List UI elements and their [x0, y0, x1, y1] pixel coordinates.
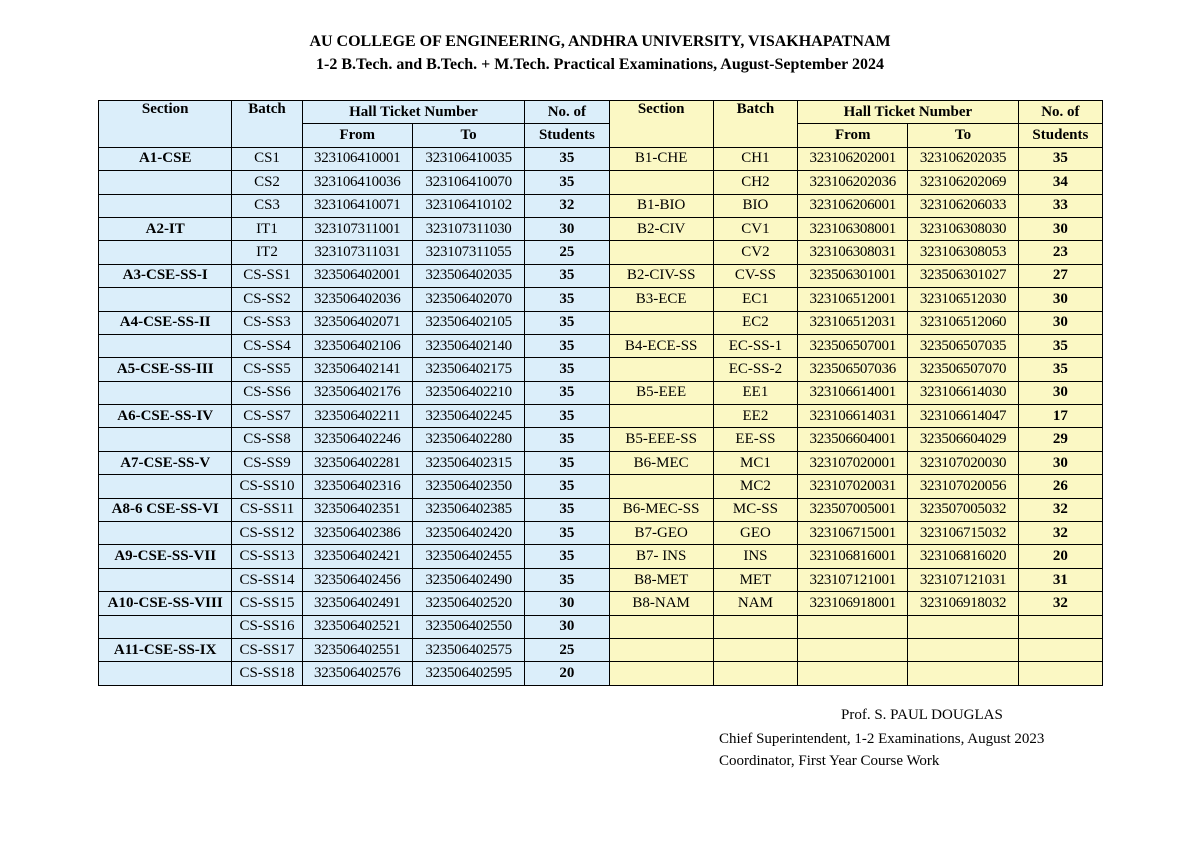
- table-row: [99, 194, 1103, 217]
- ticket-from-cell: 323106206001: [798, 194, 908, 217]
- batch-cell: CS-SS10: [232, 475, 302, 498]
- student-count-cell: [1018, 638, 1102, 661]
- col-header-students: Students: [1018, 124, 1102, 147]
- ticket-from-cell: 323106410036: [302, 171, 412, 194]
- student-count-cell: 35: [525, 288, 609, 311]
- batch-cell: NAM: [713, 592, 797, 615]
- ticket-to-cell: 323506402245: [412, 405, 524, 428]
- ticket-to-cell: 323506402315: [412, 451, 524, 474]
- batch-cell: [713, 615, 797, 638]
- section-cell: B4-ECE-SS: [609, 334, 713, 357]
- ticket-to-cell: 323506402455: [412, 545, 524, 568]
- batch-cell: CS1: [232, 147, 302, 170]
- section-cell: A5-CSE-SS-III: [99, 358, 232, 381]
- ticket-to-cell: 323506507035: [908, 334, 1018, 357]
- ticket-from-cell: 323506402421: [302, 545, 412, 568]
- ticket-from-cell: 323106715001: [798, 522, 908, 545]
- student-count-cell: 23: [1018, 241, 1102, 264]
- batch-cell: EC-SS-1: [713, 334, 797, 357]
- section-cell: [609, 638, 713, 661]
- ticket-from-cell: 323506402521: [302, 615, 412, 638]
- table-row: [99, 358, 1103, 381]
- ticket-from-cell: 323106202001: [798, 147, 908, 170]
- batch-cell: INS: [713, 545, 797, 568]
- table-row: [99, 451, 1103, 474]
- batch-cell: CH1: [713, 147, 797, 170]
- section-cell: [99, 194, 232, 217]
- ticket-to-cell: 323107311055: [412, 241, 524, 264]
- document-title: AU COLLEGE OF ENGINEERING, ANDHRA UNIVERSITY, VISAKHAPATNAM: [309, 33, 891, 50]
- ticket-to-cell: [908, 638, 1018, 661]
- ticket-from-cell: 323506402281: [302, 451, 412, 474]
- student-count-cell: 35: [525, 498, 609, 521]
- ticket-from-cell: 323107020001: [798, 451, 908, 474]
- ticket-to-cell: 323106308030: [908, 217, 1018, 240]
- ticket-from-cell: 323106410071: [302, 194, 412, 217]
- section-cell: B6-MEC: [609, 451, 713, 474]
- student-count-cell: 35: [525, 475, 609, 498]
- batch-cell: CS-SS12: [232, 522, 302, 545]
- section-cell: B3-ECE: [609, 288, 713, 311]
- col-header-students: Students: [525, 124, 609, 147]
- student-count-cell: 35: [525, 568, 609, 591]
- header-row-1: [99, 101, 1103, 124]
- ticket-from-cell: 323106512001: [798, 288, 908, 311]
- batch-cell: CS-SS11: [232, 498, 302, 521]
- ticket-to-cell: 323106202035: [908, 147, 1018, 170]
- student-count-cell: 35: [1018, 358, 1102, 381]
- student-count-cell: [1018, 615, 1102, 638]
- student-count-cell: 30: [1018, 217, 1102, 240]
- ticket-from-cell: 323506402491: [302, 592, 412, 615]
- batch-cell: CS-SS14: [232, 568, 302, 591]
- student-count-cell: 32: [1018, 522, 1102, 545]
- batch-cell: EE1: [713, 381, 797, 404]
- ticket-to-cell: 323506402385: [412, 498, 524, 521]
- student-count-cell: 33: [1018, 194, 1102, 217]
- table-row: [99, 171, 1103, 194]
- ticket-from-cell: [798, 662, 908, 686]
- schedule-table: [98, 100, 1103, 686]
- table-row: [99, 475, 1103, 498]
- student-count-cell: 35: [525, 451, 609, 474]
- student-count-cell: 30: [1018, 451, 1102, 474]
- ticket-from-cell: 323506402386: [302, 522, 412, 545]
- section-cell: A7-CSE-SS-V: [99, 451, 232, 474]
- ticket-to-cell: 323106715032: [908, 522, 1018, 545]
- table-row: [99, 381, 1103, 404]
- section-cell: B6-MEC-SS: [609, 498, 713, 521]
- batch-cell: MET: [713, 568, 797, 591]
- table-row: [99, 147, 1103, 170]
- ticket-to-cell: 323106918032: [908, 592, 1018, 615]
- section-cell: B2-CIV: [609, 217, 713, 240]
- batch-cell: [713, 638, 797, 661]
- section-cell: A10-CSE-SS-VIII: [99, 592, 232, 615]
- batch-cell: [713, 662, 797, 686]
- section-cell: A6-CSE-SS-IV: [99, 405, 232, 428]
- batch-cell: CS-SS3: [232, 311, 302, 334]
- ticket-to-cell: 323106410102: [412, 194, 524, 217]
- batch-cell: CS3: [232, 194, 302, 217]
- student-count-cell: 30: [525, 615, 609, 638]
- student-count-cell: 35: [525, 545, 609, 568]
- ticket-from-cell: 323106614031: [798, 405, 908, 428]
- ticket-to-cell: 323506402575: [412, 638, 524, 661]
- section-cell: [609, 171, 713, 194]
- batch-cell: CV2: [713, 241, 797, 264]
- section-cell: [99, 568, 232, 591]
- section-cell: [99, 241, 232, 264]
- ticket-to-cell: 323107121031: [908, 568, 1018, 591]
- batch-cell: CS-SS13: [232, 545, 302, 568]
- ticket-to-cell: 323506402035: [412, 264, 524, 287]
- student-count-cell: 32: [1018, 592, 1102, 615]
- section-cell: [609, 311, 713, 334]
- ticket-from-cell: 323506402211: [302, 405, 412, 428]
- signatory-role: Chief Superintendent, 1-2 Examinations, August 2023: [719, 731, 1045, 747]
- section-cell: A1-CSE: [99, 147, 232, 170]
- section-cell: B5-EEE: [609, 381, 713, 404]
- table-row: [99, 592, 1103, 615]
- col-header-batch: Batch: [232, 101, 302, 148]
- batch-cell: BIO: [713, 194, 797, 217]
- col-header-no-of: No. of: [1018, 101, 1102, 124]
- table-row: [99, 638, 1103, 661]
- section-cell: [99, 475, 232, 498]
- student-count-cell: 20: [525, 662, 609, 686]
- batch-cell: CS-SS18: [232, 662, 302, 686]
- batch-cell: EE-SS: [713, 428, 797, 451]
- ticket-to-cell: [908, 615, 1018, 638]
- ticket-to-cell: 323506604029: [908, 428, 1018, 451]
- section-cell: B7- INS: [609, 545, 713, 568]
- section-cell: [99, 334, 232, 357]
- student-count-cell: 27: [1018, 264, 1102, 287]
- batch-cell: IT2: [232, 241, 302, 264]
- student-count-cell: 31: [1018, 568, 1102, 591]
- table-row: [99, 217, 1103, 240]
- student-count-cell: 35: [525, 522, 609, 545]
- batch-cell: CS-SS4: [232, 334, 302, 357]
- table-row: [99, 311, 1103, 334]
- student-count-cell: 34: [1018, 171, 1102, 194]
- student-count-cell: 30: [1018, 288, 1102, 311]
- col-header-from: From: [798, 124, 908, 147]
- col-header-batch: Batch: [713, 101, 797, 148]
- section-cell: [99, 171, 232, 194]
- student-count-cell: 35: [1018, 147, 1102, 170]
- ticket-to-cell: 323506402175: [412, 358, 524, 381]
- ticket-to-cell: 323106410070: [412, 171, 524, 194]
- section-cell: B1-CHE: [609, 147, 713, 170]
- section-cell: [609, 615, 713, 638]
- col-header-hall-ticket: Hall Ticket Number: [798, 101, 1019, 124]
- table-row: [99, 288, 1103, 311]
- ticket-to-cell: 323506402420: [412, 522, 524, 545]
- student-count-cell: 35: [525, 311, 609, 334]
- section-cell: A3-CSE-SS-I: [99, 264, 232, 287]
- col-header-no-of: No. of: [525, 101, 609, 124]
- ticket-from-cell: 323506402001: [302, 264, 412, 287]
- ticket-from-cell: 323107020031: [798, 475, 908, 498]
- ticket-to-cell: 323107020056: [908, 475, 1018, 498]
- student-count-cell: 35: [525, 381, 609, 404]
- section-cell: B8-NAM: [609, 592, 713, 615]
- signatory-role: Coordinator, First Year Course Work: [719, 753, 940, 769]
- student-count-cell: 35: [525, 428, 609, 451]
- ticket-from-cell: 323506402176: [302, 381, 412, 404]
- batch-cell: EE2: [713, 405, 797, 428]
- batch-cell: EC1: [713, 288, 797, 311]
- ticket-from-cell: 323506402316: [302, 475, 412, 498]
- ticket-to-cell: 323106512060: [908, 311, 1018, 334]
- section-cell: A4-CSE-SS-II: [99, 311, 232, 334]
- ticket-to-cell: 323507005032: [908, 498, 1018, 521]
- batch-cell: MC-SS: [713, 498, 797, 521]
- student-count-cell: 32: [525, 194, 609, 217]
- ticket-to-cell: 323506402070: [412, 288, 524, 311]
- document-subtitle: 1-2 B.Tech. and B.Tech. + M.Tech. Practical Examinations, August-September 2024: [316, 56, 884, 73]
- section-cell: A8-6 CSE-SS-VI: [99, 498, 232, 521]
- ticket-from-cell: 323507005001: [798, 498, 908, 521]
- ticket-to-cell: 323106202069: [908, 171, 1018, 194]
- ticket-to-cell: 323106308053: [908, 241, 1018, 264]
- student-count-cell: 17: [1018, 405, 1102, 428]
- ticket-to-cell: 323506301027: [908, 264, 1018, 287]
- batch-cell: EC-SS-2: [713, 358, 797, 381]
- student-count-cell: 32: [1018, 498, 1102, 521]
- ticket-from-cell: 323506604001: [798, 428, 908, 451]
- ticket-from-cell: 323506507001: [798, 334, 908, 357]
- table-row: [99, 428, 1103, 451]
- ticket-from-cell: 323506402036: [302, 288, 412, 311]
- col-header-to: To: [412, 124, 524, 147]
- section-cell: A9-CSE-SS-VII: [99, 545, 232, 568]
- ticket-to-cell: 323506402550: [412, 615, 524, 638]
- ticket-to-cell: 323506402280: [412, 428, 524, 451]
- section-cell: B7-GEO: [609, 522, 713, 545]
- table-row: [99, 405, 1103, 428]
- ticket-from-cell: 323506402246: [302, 428, 412, 451]
- ticket-from-cell: 323506402551: [302, 638, 412, 661]
- ticket-to-cell: 323106816020: [908, 545, 1018, 568]
- student-count-cell: 35: [1018, 334, 1102, 357]
- ticket-to-cell: 323106512030: [908, 288, 1018, 311]
- table-row: [99, 568, 1103, 591]
- ticket-from-cell: 323107311001: [302, 217, 412, 240]
- col-header-hall-ticket: Hall Ticket Number: [302, 101, 525, 124]
- section-cell: [99, 522, 232, 545]
- batch-cell: GEO: [713, 522, 797, 545]
- ticket-from-cell: 323506402456: [302, 568, 412, 591]
- ticket-from-cell: 323106918001: [798, 592, 908, 615]
- student-count-cell: 35: [525, 171, 609, 194]
- batch-cell: IT1: [232, 217, 302, 240]
- ticket-from-cell: 323107121001: [798, 568, 908, 591]
- batch-cell: CV-SS: [713, 264, 797, 287]
- student-count-cell: 35: [525, 405, 609, 428]
- section-cell: A11-CSE-SS-IX: [99, 638, 232, 661]
- ticket-to-cell: 323506507070: [908, 358, 1018, 381]
- signatory-name: Prof. S. PAUL DOUGLAS: [841, 707, 1003, 723]
- batch-cell: MC2: [713, 475, 797, 498]
- section-cell: [99, 428, 232, 451]
- table-row: [99, 545, 1103, 568]
- section-cell: [99, 288, 232, 311]
- ticket-from-cell: [798, 638, 908, 661]
- section-cell: B2-CIV-SS: [609, 264, 713, 287]
- col-header-to: To: [908, 124, 1018, 147]
- batch-cell: EC2: [713, 311, 797, 334]
- ticket-from-cell: 323506402106: [302, 334, 412, 357]
- batch-cell: CS-SS17: [232, 638, 302, 661]
- ticket-to-cell: 323107020030: [908, 451, 1018, 474]
- ticket-from-cell: 323106410001: [302, 147, 412, 170]
- table-row: [99, 241, 1103, 264]
- table-row: [99, 498, 1103, 521]
- table-row: [99, 615, 1103, 638]
- section-cell: B8-MET: [609, 568, 713, 591]
- section-cell: [609, 358, 713, 381]
- ticket-from-cell: 323506402576: [302, 662, 412, 686]
- ticket-to-cell: 323106410035: [412, 147, 524, 170]
- ticket-from-cell: [798, 615, 908, 638]
- ticket-to-cell: 323506402350: [412, 475, 524, 498]
- student-count-cell: 20: [1018, 545, 1102, 568]
- batch-cell: CS-SS7: [232, 405, 302, 428]
- section-cell: B1-BIO: [609, 194, 713, 217]
- ticket-from-cell: 323106614001: [798, 381, 908, 404]
- table-row: [99, 662, 1103, 686]
- ticket-from-cell: 323506402071: [302, 311, 412, 334]
- student-count-cell: 35: [525, 147, 609, 170]
- ticket-to-cell: 323506402595: [412, 662, 524, 686]
- ticket-to-cell: 323106206033: [908, 194, 1018, 217]
- section-cell: [99, 381, 232, 404]
- table-row: [99, 334, 1103, 357]
- col-header-section: Section: [99, 101, 232, 148]
- batch-cell: CS2: [232, 171, 302, 194]
- ticket-to-cell: [908, 662, 1018, 686]
- ticket-from-cell: 323106816001: [798, 545, 908, 568]
- batch-cell: CS-SS2: [232, 288, 302, 311]
- batch-cell: CS-SS1: [232, 264, 302, 287]
- student-count-cell: 29: [1018, 428, 1102, 451]
- student-count-cell: 30: [525, 217, 609, 240]
- ticket-to-cell: 323107311030: [412, 217, 524, 240]
- table-row: [99, 522, 1103, 545]
- section-cell: [609, 241, 713, 264]
- student-count-cell: 35: [525, 264, 609, 287]
- student-count-cell: 25: [525, 638, 609, 661]
- student-count-cell: 35: [525, 334, 609, 357]
- ticket-to-cell: 323106614030: [908, 381, 1018, 404]
- ticket-from-cell: 323506402141: [302, 358, 412, 381]
- ticket-from-cell: 323106308001: [798, 217, 908, 240]
- col-header-section: Section: [609, 101, 713, 148]
- batch-cell: CV1: [713, 217, 797, 240]
- batch-cell: CS-SS15: [232, 592, 302, 615]
- student-count-cell: 30: [525, 592, 609, 615]
- student-count-cell: 26: [1018, 475, 1102, 498]
- table-row: [99, 264, 1103, 287]
- batch-cell: CS-SS5: [232, 358, 302, 381]
- batch-cell: MC1: [713, 451, 797, 474]
- batch-cell: CS-SS8: [232, 428, 302, 451]
- student-count-cell: [1018, 662, 1102, 686]
- ticket-from-cell: 323106308031: [798, 241, 908, 264]
- batch-cell: CH2: [713, 171, 797, 194]
- section-cell: B5-EEE-SS: [609, 428, 713, 451]
- section-cell: [609, 662, 713, 686]
- ticket-to-cell: 323506402210: [412, 381, 524, 404]
- ticket-from-cell: 323506301001: [798, 264, 908, 287]
- ticket-from-cell: 323106202036: [798, 171, 908, 194]
- ticket-from-cell: 323106512031: [798, 311, 908, 334]
- batch-cell: CS-SS16: [232, 615, 302, 638]
- student-count-cell: 30: [1018, 311, 1102, 334]
- ticket-to-cell: 323506402490: [412, 568, 524, 591]
- ticket-to-cell: 323506402520: [412, 592, 524, 615]
- ticket-to-cell: 323106614047: [908, 405, 1018, 428]
- student-count-cell: 25: [525, 241, 609, 264]
- batch-cell: CS-SS9: [232, 451, 302, 474]
- ticket-from-cell: 323107311031: [302, 241, 412, 264]
- student-count-cell: 30: [1018, 381, 1102, 404]
- section-cell: [99, 662, 232, 686]
- ticket-from-cell: 323506402351: [302, 498, 412, 521]
- ticket-to-cell: 323506402140: [412, 334, 524, 357]
- student-count-cell: 35: [525, 358, 609, 381]
- ticket-from-cell: 323506507036: [798, 358, 908, 381]
- section-cell: [609, 475, 713, 498]
- col-header-from: From: [302, 124, 412, 147]
- section-cell: [99, 615, 232, 638]
- section-cell: [609, 405, 713, 428]
- ticket-to-cell: 323506402105: [412, 311, 524, 334]
- batch-cell: CS-SS6: [232, 381, 302, 404]
- section-cell: A2-IT: [99, 217, 232, 240]
